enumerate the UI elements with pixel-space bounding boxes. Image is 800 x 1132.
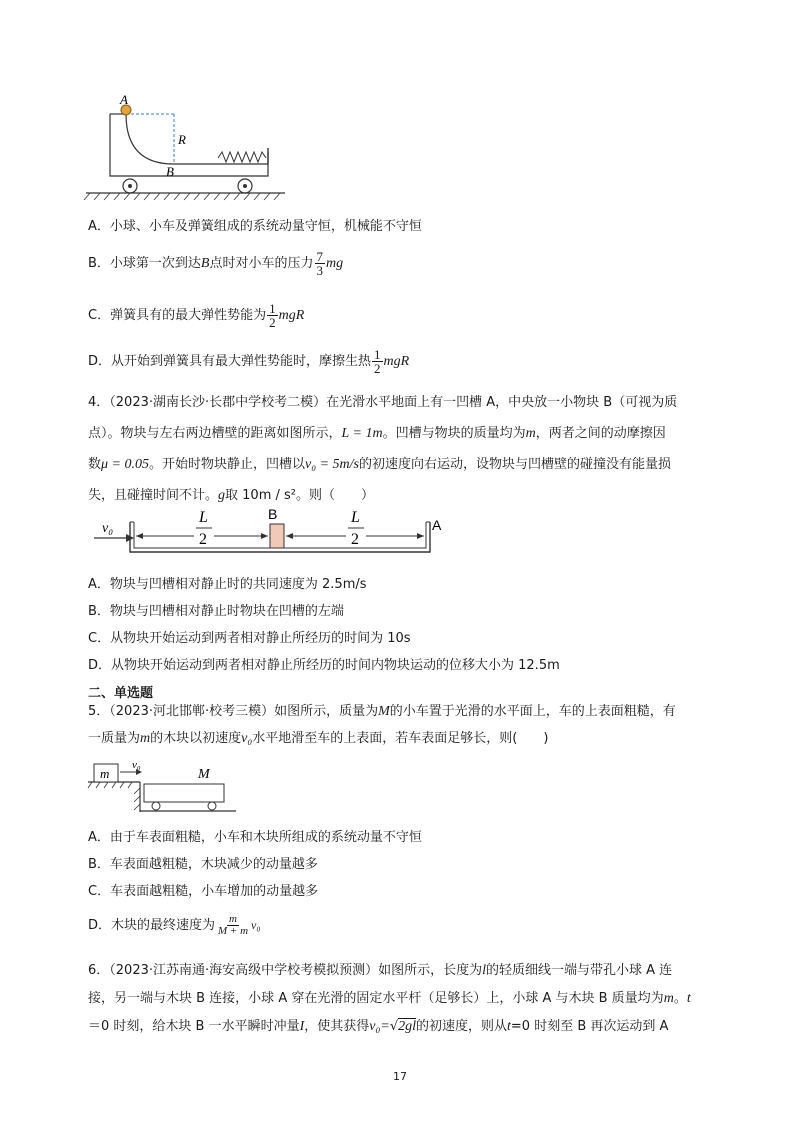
q4-option-b: B．物块与凹槽相对静止时物块在凹槽的左端 <box>88 604 344 619</box>
figure-cart-spring <box>80 92 290 202</box>
q4-option-a: A．物块与凹槽相对静止时的共同速度为 2.5m/s <box>88 577 367 592</box>
q6-line-1: 6．（2023·江苏南通·海安高级中学校考模拟预测）如图所示，长度为l的轻质细线一端与带孔小球 A 连 <box>88 963 673 978</box>
q6-line-3: ＝0 时刻，给木块 B 一水平瞬时冲量I，使其获得v₀=√2gl的初速度，则从t=0 时刻至 B 再次运动到 A <box>88 1019 669 1034</box>
fig4-v0-label: v₀ <box>102 521 114 536</box>
fig1-label-a: A <box>120 92 128 107</box>
q5-option-d: D．木块的最终速度为 $\frac{m}{M + m}$ v₀ <box>88 913 261 937</box>
fig1-label-b: B <box>166 164 174 179</box>
section-heading: 二、单选题 <box>88 686 154 701</box>
fig4-half-num-right: L <box>351 509 360 526</box>
fig4-label-b: B <box>268 506 278 522</box>
fig5-v0-label: v₀ <box>132 759 141 771</box>
fraction-m-over-mplusm: $\frac{m}{M + m}$ <box>218 913 249 937</box>
q5-option-a: A．由于车表面粗糙，小车和木块所组成的系统动量不守恒 <box>88 830 422 845</box>
figure-block-cart <box>86 758 256 818</box>
q4-line-1: 4．（2023·湖南长沙·长郡中学校考二模）在光滑水平地面上有一凹槽 A，中央放一小物块 B（可视为质 <box>88 395 678 410</box>
fig4-half-num-left: L <box>199 509 208 526</box>
q4-option-d: D．从物块开始运动到两者相对静止所经历的时间内物块运动的位移大小为 12.5m <box>88 658 560 673</box>
fraction-7-3: $\frac{7}{3}$ <box>316 249 323 278</box>
q6-line-2: 接，另一端与木块 B 连接，小球 A 穿在光滑的固定水平杆（足够长）上，小球 A 与木块 B 质量均为m。t <box>88 991 691 1006</box>
q5-line-1: 5．（2023·河北邯郸·校考三模）如图所示，质量为M的小车置于光滑的水平面上，车的上表面粗糙，有 <box>88 704 676 719</box>
fraction-1-2: $\frac{1}{2}$ <box>269 301 276 330</box>
sqrt-symbol: √ <box>389 1019 399 1034</box>
q4-line-3: 数μ = 0.05。开始时物块静止，凹槽以v₀ = 5m/s的初速度向右运动，设物块与凹槽壁的碰撞没有能量损 <box>88 457 672 472</box>
fig4-half-den-left: 2 <box>199 531 207 548</box>
fig5-label-big-m: M <box>198 767 210 782</box>
q5-option-c: C．车表面越粗糙，小车增加的动量越多 <box>88 884 319 899</box>
fraction-1-2: $\frac{1}{2}$ <box>374 347 381 376</box>
q5-line-2: 一质量为m的木块以初速度v₀水平地滑至车的上表面，若车表面足够长，则( ) <box>88 731 549 746</box>
q4-line-2: 点）。物块与左右两边槽壁的距离如图所示，L = 1m。凹槽与物块的质量均为m，两者之间的动摩擦因 <box>88 426 666 441</box>
q3-option-d: D．从开始到弹簧具有最大弹性势能时，摩擦生热 $\frac{1}{2}$ mgR <box>88 347 410 376</box>
q3-option-b: B．小球第一次到达B点时对小车的压力 $\frac{7}{3}$ mg <box>88 249 344 278</box>
q3-option-c: C．弹簧具有的最大弹性势能为 $\frac{1}{2}$ mgR <box>88 301 305 330</box>
page-number: 17 <box>393 1070 407 1083</box>
fig4-half-den-right: 2 <box>351 531 359 548</box>
q3-option-a: A．小球、小车及弹簧组成的系统动量守恒，机械能不守恒 <box>88 219 422 234</box>
q5-option-b: B．车表面越粗糙，木块减少的动量越多 <box>88 857 318 872</box>
figure-groove-block <box>86 506 446 560</box>
fig5-label-m: m <box>100 766 110 781</box>
fig4-label-a: A <box>432 517 442 533</box>
q4-line-4: 失，且碰撞时间不计。g取 10m / s²。则（ ） <box>88 488 374 503</box>
fig1-label-r: R <box>178 132 186 147</box>
q4-option-c: C．从物块开始运动到两者相对静止所经历的时间为 10s <box>88 631 411 646</box>
